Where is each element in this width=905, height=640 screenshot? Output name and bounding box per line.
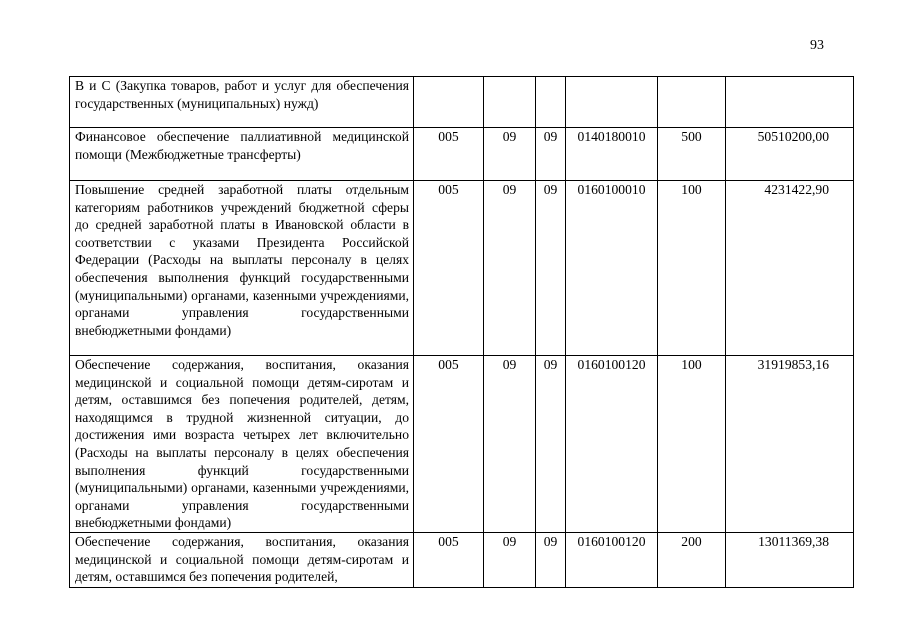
expense-type-cell: 200 xyxy=(658,532,726,587)
target-article-cell: 0160100120 xyxy=(566,356,658,533)
target-article-cell: 0140180010 xyxy=(566,128,658,181)
admin-code-cell: 005 xyxy=(414,128,484,181)
amount-cell: 13011369,38 xyxy=(726,532,854,587)
expense-type-cell: 500 xyxy=(658,128,726,181)
amount-cell: 31919853,16 xyxy=(726,356,854,533)
expense-type-cell: 100 xyxy=(658,181,726,356)
expense-name-cell: Обеспечение содержания, воспитания, оказания медицинской и социальной помощи детям-сиротам и детям, оставшимся без попечения родителей, детям, находящимся в трудной жизненной ситуации, до достижения ими возраста четырех лет включительно (Расходы на выплаты персоналу в целях обеспечения выполнения функций государственными (муниципальными) органами, казенными учреждениями, органами управления государственными внебюджетными фондами) xyxy=(70,356,414,533)
target-article-cell: 0160100120 xyxy=(566,532,658,587)
expense-name-cell: Повышение средней заработной платы отдельным категориям работников учреждений бюджетной сферы до средней заработной платы в Ивановской области в соответствии с указами Президента Российской Федерации (Расходы на выплаты персоналу в целях обеспечения выполнения функций государственными (муниципальными) органами, казенными учреждениями, органами управления государственными внебюджетными фондами) xyxy=(70,181,414,356)
amount-cell: 50510200,00 xyxy=(726,128,854,181)
page-number: 93 xyxy=(810,38,824,53)
subsection-code-cell: 09 xyxy=(536,356,566,533)
admin-code-cell xyxy=(414,77,484,128)
section-code-cell: 09 xyxy=(484,181,536,356)
expense-type-cell xyxy=(658,77,726,128)
admin-code-cell: 005 xyxy=(414,356,484,533)
table-row xyxy=(70,532,854,587)
section-code-cell: 09 xyxy=(484,532,536,587)
admin-code-cell: 005 xyxy=(414,181,484,356)
expense-type-cell: 100 xyxy=(658,356,726,533)
table-row xyxy=(70,77,854,128)
admin-code-cell: 005 xyxy=(414,532,484,587)
expense-name-cell: В и С (Закупка товаров, работ и услуг для обеспечения государственных (муниципальных) нужд) xyxy=(70,77,414,128)
budget-table xyxy=(69,76,854,588)
section-code-cell: 09 xyxy=(484,128,536,181)
target-article-cell: 0160100010 xyxy=(566,181,658,356)
expense-name-cell: Обеспечение содержания, воспитания, оказания медицинской и социальной помощи детям-сиротам и детям, оставшимся без попечения родителей, xyxy=(70,532,414,587)
amount-cell xyxy=(726,77,854,128)
subsection-code-cell xyxy=(536,77,566,128)
subsection-code-cell: 09 xyxy=(536,532,566,587)
amount-cell: 4231422,90 xyxy=(726,181,854,356)
table-row xyxy=(70,356,854,533)
section-code-cell xyxy=(484,77,536,128)
section-code-cell: 09 xyxy=(484,356,536,533)
target-article-cell xyxy=(566,77,658,128)
subsection-code-cell: 09 xyxy=(536,181,566,356)
subsection-code-cell: 09 xyxy=(536,128,566,181)
table-row xyxy=(70,128,854,181)
table-row xyxy=(70,181,854,356)
expense-name-cell: Финансовое обеспечение паллиативной медицинской помощи (Межбюджетные трансферты) xyxy=(70,128,414,181)
